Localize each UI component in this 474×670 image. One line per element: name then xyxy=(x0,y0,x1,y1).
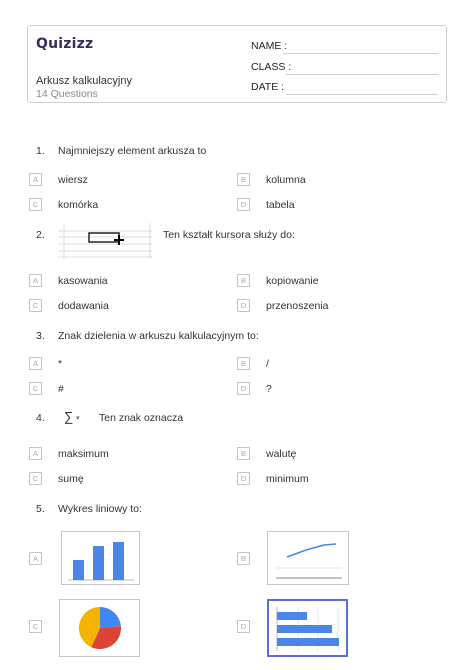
option-box-a[interactable]: A xyxy=(29,173,42,186)
question-number: 1. xyxy=(36,145,45,157)
question-text: Najmniejszy element arkusza to xyxy=(58,145,207,157)
option-text: * xyxy=(58,358,63,370)
quizizz-logo: Quizizz xyxy=(36,36,94,52)
option-text: minimum xyxy=(266,473,309,485)
option-box-b[interactable]: B xyxy=(237,357,250,370)
option-box-b[interactable]: B xyxy=(237,173,250,186)
question-text: Ten znak oznacza xyxy=(99,412,184,424)
option-text: / xyxy=(266,358,269,370)
question-number: 3. xyxy=(36,330,45,342)
question-text: Ten kształt kursora służy do: xyxy=(163,229,295,241)
sum-icon: ∑ xyxy=(64,409,74,424)
option-text: dodawania xyxy=(58,300,109,312)
date-field[interactable] xyxy=(286,94,438,95)
option-box-d[interactable]: D xyxy=(237,382,250,395)
option-box-a[interactable]: A xyxy=(29,357,42,370)
name-field[interactable] xyxy=(283,53,438,54)
option-image-a[interactable] xyxy=(61,531,140,585)
cursor-cell-image xyxy=(58,223,152,259)
question-number: 5. xyxy=(36,503,45,515)
option-box-c[interactable]: C xyxy=(29,299,42,312)
question-text: Znak dzielenia w arkuszu kalkulacyjnym to: xyxy=(58,330,259,342)
worksheet-title: Arkusz kalkulacyjny xyxy=(36,75,132,87)
option-box-d[interactable]: D xyxy=(237,472,250,485)
horizontal-bar-chart-icon xyxy=(269,601,346,655)
option-box-c[interactable]: C xyxy=(29,198,42,211)
option-text: komórka xyxy=(58,199,99,211)
option-image-c[interactable] xyxy=(59,599,140,657)
option-box-d[interactable]: D xyxy=(237,198,250,211)
option-text: kopiowanie xyxy=(266,275,319,287)
option-text: walutę xyxy=(266,448,297,460)
option-box-a[interactable]: A xyxy=(29,447,42,460)
class-field[interactable] xyxy=(286,74,438,75)
line-chart-icon xyxy=(268,532,348,584)
option-text: sumę xyxy=(58,473,84,485)
option-box-d[interactable]: D xyxy=(237,620,250,633)
option-text: wiersz xyxy=(58,174,88,186)
option-text: przenoszenia xyxy=(266,300,329,312)
option-text: kolumna xyxy=(266,174,306,186)
option-box-c[interactable]: C xyxy=(29,382,42,395)
option-image-b[interactable] xyxy=(267,531,349,585)
option-box-c[interactable]: C xyxy=(29,472,42,485)
option-box-b[interactable]: B xyxy=(237,447,250,460)
option-box-b[interactable]: B xyxy=(237,552,250,565)
option-text: kasowania xyxy=(58,275,108,287)
question-number: 4. xyxy=(36,412,45,424)
question-count: 14 Questions xyxy=(36,88,98,100)
option-text: tabela xyxy=(266,199,295,211)
name-label: NAME : xyxy=(251,40,288,52)
question-text: Wykres liniowy to: xyxy=(58,503,142,515)
option-text: maksimum xyxy=(58,448,109,460)
chevron-down-icon: ▾ xyxy=(76,415,80,422)
class-label: CLASS : xyxy=(251,61,292,73)
question-number: 2. xyxy=(36,229,45,241)
option-box-b[interactable]: B xyxy=(237,274,250,287)
bar-chart-icon xyxy=(62,532,139,584)
option-box-a[interactable]: A xyxy=(29,274,42,287)
option-box-a[interactable]: A xyxy=(29,552,42,565)
option-text: ? xyxy=(266,383,272,395)
option-box-c[interactable]: C xyxy=(29,620,42,633)
option-box-d[interactable]: D xyxy=(237,299,250,312)
option-text: # xyxy=(58,383,64,395)
date-label: DATE : xyxy=(251,81,285,93)
option-image-d[interactable] xyxy=(267,599,348,657)
pie-chart-icon xyxy=(60,600,139,656)
